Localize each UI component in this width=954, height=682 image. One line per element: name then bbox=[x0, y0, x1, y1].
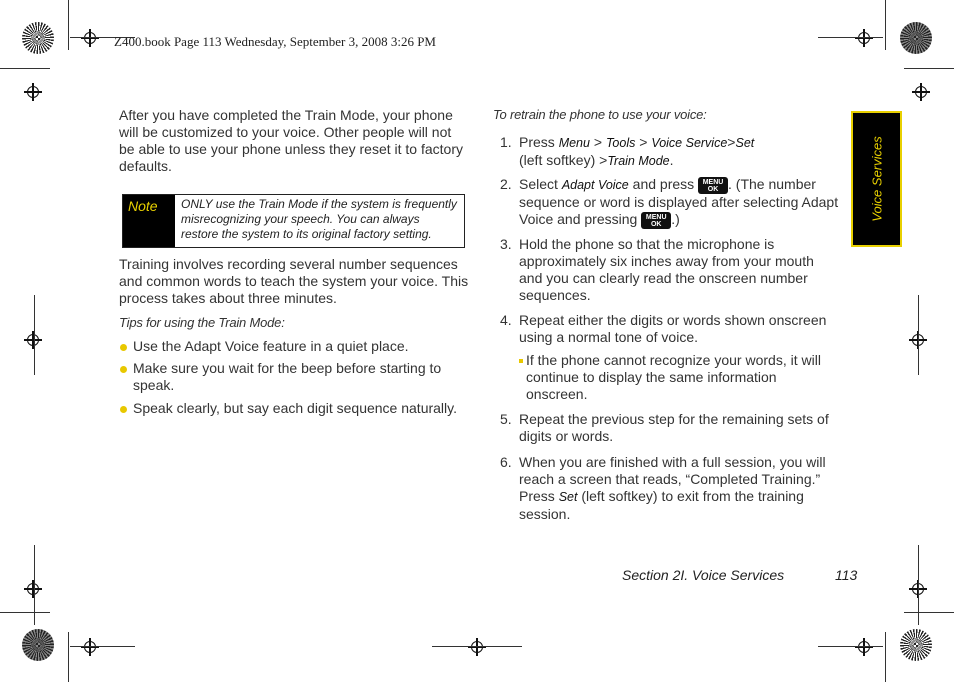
crosshair-mark bbox=[855, 29, 873, 47]
bullet-dot bbox=[120, 366, 127, 373]
set-label: Set bbox=[735, 136, 755, 150]
step-body: Press Menu > Tools > Voice Service>Set (left softkey) >Train Mode. bbox=[519, 134, 755, 168]
tip-item: Make sure you wait for the beep before starting to speak. bbox=[133, 360, 442, 393]
adapt-voice-label: Adapt Voice bbox=[561, 178, 629, 192]
step-number: 1. bbox=[500, 134, 512, 150]
bullet-dot bbox=[120, 406, 127, 413]
menu-label: Menu bbox=[558, 136, 590, 150]
side-tab-label: Voice Services bbox=[869, 136, 884, 222]
tip-item: Use the Adapt Voice feature in a quiet place. bbox=[133, 338, 409, 354]
crop-line bbox=[0, 612, 50, 613]
crop-line bbox=[885, 632, 886, 682]
step-number: 3. bbox=[500, 236, 512, 252]
crop-line bbox=[0, 68, 50, 69]
crop-line bbox=[885, 0, 886, 50]
step-4-subitem: If the phone cannot recognize your words, it will continue to display the same information onscreen. bbox=[526, 352, 821, 402]
crosshair-mark bbox=[468, 638, 486, 656]
step-5 bbox=[500, 411, 845, 447]
step-2 bbox=[500, 176, 845, 231]
crosshair-mark bbox=[855, 638, 873, 656]
tip-item: Speak clearly, but say each digit sequence naturally. bbox=[133, 400, 458, 416]
crop-line bbox=[432, 646, 522, 647]
crop-line bbox=[818, 37, 883, 38]
crosshair-mark bbox=[24, 331, 42, 349]
step-number: 4. bbox=[500, 312, 512, 328]
crop-line bbox=[918, 295, 919, 375]
step-4 bbox=[500, 312, 845, 348]
crop-line bbox=[904, 68, 954, 69]
step-1 bbox=[500, 134, 845, 168]
retrain-heading: To retrain the phone to use your voice: bbox=[493, 107, 707, 122]
crosshair-mark bbox=[81, 29, 99, 47]
tips-heading: Tips for using the Train Mode: bbox=[119, 315, 285, 330]
registration-star-top-left bbox=[22, 22, 54, 54]
step-number: 2. bbox=[500, 176, 512, 192]
step-body: Hold the phone so that the microphone is approximately six inches away from your mouth and you can clearly read the onscreen number sequences. bbox=[519, 236, 814, 303]
train-mode-label: Train Mode bbox=[607, 154, 670, 168]
menu-ok-key-icon: MENU OK bbox=[698, 177, 728, 194]
set-label: Set bbox=[558, 490, 578, 504]
registration-star-bottom-right bbox=[900, 629, 932, 661]
crop-line bbox=[68, 0, 69, 50]
note-box bbox=[122, 194, 465, 248]
sub-bullet bbox=[519, 359, 523, 363]
crop-line bbox=[34, 295, 35, 375]
crop-line bbox=[904, 612, 954, 613]
footer-section-title: Section 2I. Voice Services bbox=[622, 567, 785, 583]
step-3 bbox=[500, 236, 845, 304]
print-header: Z400.book Page 113 Wednesday, September 3, 2008 3:26 PM bbox=[114, 34, 436, 49]
step-body: When you are finished with a full session, you will reach a screen that reads, “Completed Training.” Press Set (left softkey) to exit from the training session. bbox=[519, 454, 826, 522]
crosshair-mark bbox=[912, 83, 930, 101]
voice-service-label: Voice Service bbox=[651, 136, 728, 150]
crop-line bbox=[70, 646, 135, 647]
bullet-dot bbox=[120, 344, 127, 351]
step-number: 5. bbox=[500, 411, 512, 427]
step-body: Repeat either the digits or words shown onscreen using a normal tone of voice. bbox=[519, 312, 827, 345]
tools-label: Tools bbox=[605, 136, 636, 150]
section-side-tab bbox=[851, 111, 902, 247]
crosshair-mark bbox=[81, 638, 99, 656]
step-6 bbox=[500, 454, 845, 524]
crop-line bbox=[818, 646, 883, 647]
registration-star-bottom-left bbox=[22, 629, 54, 661]
intro-paragraph: After you have completed the Train Mode, your phone will be customized to your voice. Other people will not be able to use your phone unless they reset it to factory defaults. bbox=[119, 107, 463, 174]
note-text: ONLY use the Train Mode if the system is frequently misrecognizing your speech. You can always restore the system to its original factory setting. bbox=[181, 197, 457, 241]
crop-line bbox=[918, 545, 919, 625]
note-label: Note bbox=[123, 195, 175, 247]
registration-star-top-right bbox=[900, 22, 932, 54]
crosshair-mark bbox=[24, 83, 42, 101]
crop-line bbox=[68, 632, 69, 682]
step-body: Repeat the previous step for the remaining sets of digits or words. bbox=[519, 411, 829, 444]
step-body: Select Adapt Voice and press MENU OK . (The number sequence or word is displayed after selecting Adapt Voice and pressing MENU OK .) bbox=[519, 176, 839, 228]
crosshair-mark bbox=[24, 580, 42, 598]
menu-ok-key-icon: MENU OK bbox=[641, 212, 671, 229]
step-number: 6. bbox=[500, 454, 512, 470]
training-paragraph: Training involves recording several number sequences and common words to teach the system your voice. This process takes about three minutes. bbox=[119, 256, 469, 306]
crop-line bbox=[34, 545, 35, 625]
footer-page-number: 113 bbox=[835, 567, 858, 583]
